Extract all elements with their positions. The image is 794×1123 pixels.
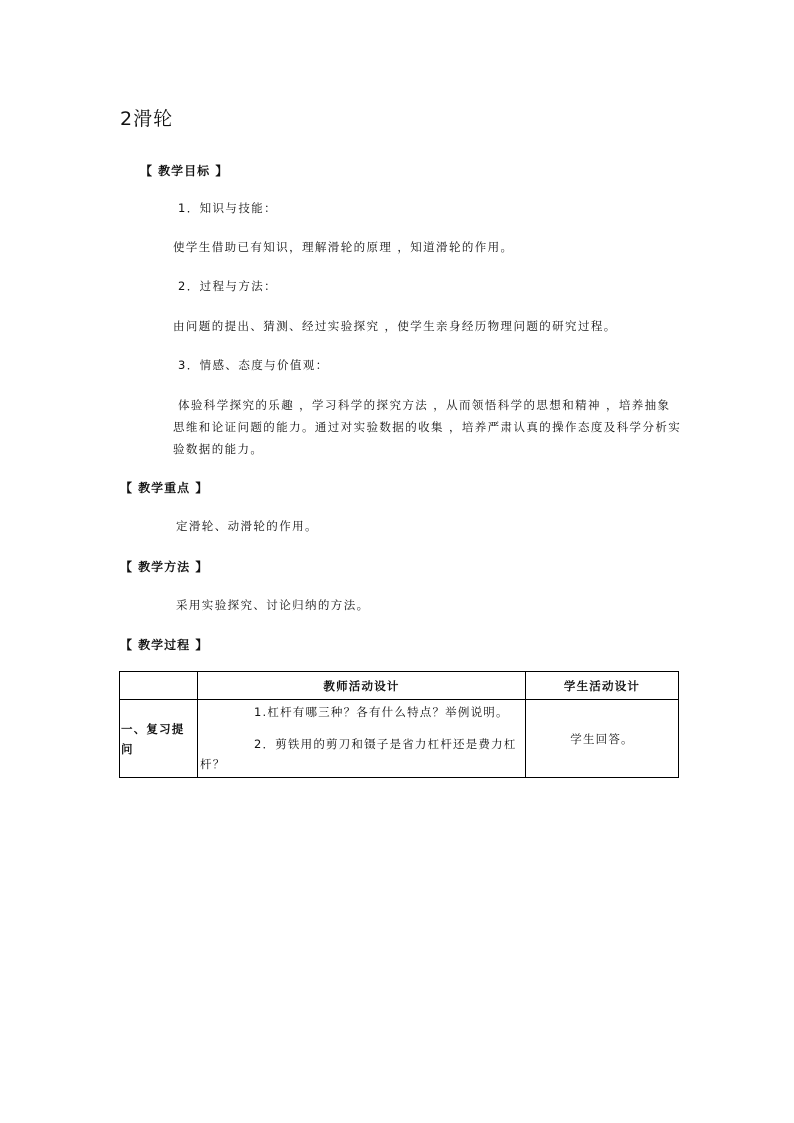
objective-2-text: 由问题的提出、猜测、经过实验探究 ，使学生亲身经历物理问题的研究过程。 [173, 319, 617, 333]
teacher-question-2: 2．剪铁用的剪刀和镊子是省力杠杆还是费力杠杆？ [200, 737, 517, 771]
objectives-heading: 【 教学目标 】 [140, 164, 229, 178]
methods-text: 采用实验探究、讨论归纳的方法。 [176, 598, 370, 612]
header-teacher: 教师活动设计 [198, 672, 526, 700]
objective-3-text [173, 394, 683, 460]
methods-heading: 【 教学方法 】 [120, 560, 209, 574]
objective-1-label: 1．知识与技能： [178, 201, 278, 215]
table-header-row [120, 672, 679, 700]
page-title: 2滑轮 [120, 108, 174, 130]
header-student: 学生活动设计 [526, 672, 679, 700]
key-points-text: 定滑轮、动滑轮的作用。 [176, 519, 318, 533]
objective-1-text: 使学生借助已有知识，理解滑轮的原理 ，知道滑轮的作用。 [173, 240, 514, 254]
student-cell: 学生回答。 [526, 700, 679, 778]
teacher-question-1: 1.杠杆有哪三种？各有什么特点？举例说明。 [254, 705, 509, 719]
teacher-cell [198, 700, 526, 778]
objective-3-paragraph: 体验科学探究的乐趣 ，学习科学的探究方法 ，从而领悟科学的思想和精神 ，培养抽象思维和论证问题的能力。通过对实验数据的收集 ，培养严肃认真的操作态度及科学分析实验数据的能力。 [173, 398, 682, 456]
objective-3-label: 3．情感、态度与价值观： [178, 358, 329, 372]
process-heading: 【 教学过程 】 [120, 638, 209, 652]
table-row [120, 700, 679, 778]
header-stage [120, 672, 198, 700]
key-points-heading: 【 教学重点 】 [120, 481, 209, 495]
stage-cell: 一、复习提问 [120, 700, 198, 778]
process-table [119, 671, 679, 778]
objective-2-label: 2．过程与方法： [178, 279, 278, 293]
